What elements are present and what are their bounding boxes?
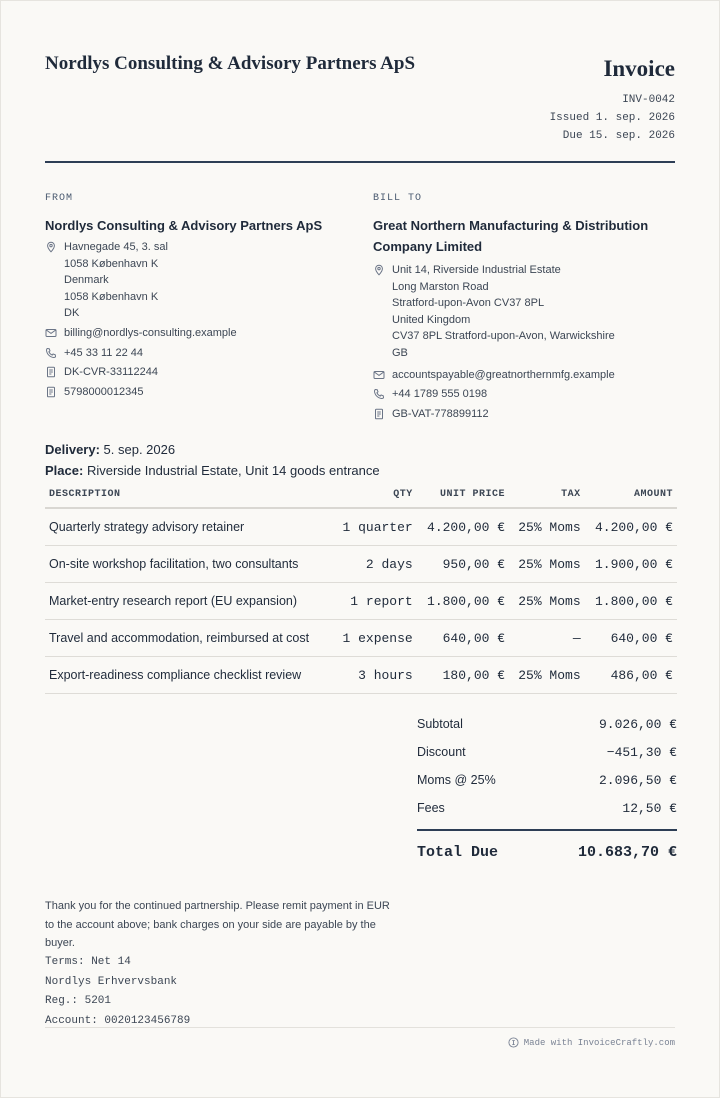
item-amount: 1.900,00 € bbox=[585, 546, 677, 583]
item-description: Market-entry research report (EU expansion) bbox=[45, 583, 333, 620]
address-line: Havnegade 45, 3. sal bbox=[64, 241, 168, 253]
footer-divider bbox=[45, 1027, 675, 1028]
delivery-info bbox=[45, 439, 380, 481]
from-reg-id: 5798000012345 bbox=[64, 385, 144, 398]
address-line: United Kingdom bbox=[392, 313, 471, 326]
invoice-meta bbox=[550, 55, 675, 145]
made-with-link[interactable] bbox=[508, 1037, 675, 1048]
payment-notes bbox=[45, 897, 395, 1031]
location-pin-icon bbox=[45, 241, 57, 253]
item-unit-price: 640,00 € bbox=[417, 620, 509, 657]
item-qty: 2 days bbox=[333, 546, 417, 583]
address-line: 1058 København K bbox=[64, 290, 159, 303]
bill-to-phone-row bbox=[373, 386, 673, 403]
total-due-value: 10.683,70 € bbox=[577, 843, 677, 861]
total-due-row bbox=[417, 831, 677, 873]
totals-section bbox=[417, 710, 677, 873]
bill-to-email-row bbox=[373, 367, 673, 384]
from-section bbox=[45, 193, 355, 400]
column-header-tax: TAX bbox=[509, 481, 585, 508]
phone-icon bbox=[45, 347, 57, 359]
item-description: On-site workshop facilitation, two consultants bbox=[45, 546, 333, 583]
table-row bbox=[45, 546, 677, 583]
address-line: 1058 København K bbox=[64, 257, 159, 270]
discount-value: −451,30 € bbox=[606, 744, 677, 760]
tax-row bbox=[417, 766, 677, 794]
item-amount: 640,00 € bbox=[585, 620, 677, 657]
delivery-row bbox=[45, 439, 380, 460]
payment-terms: Terms: Net 14 bbox=[45, 956, 131, 969]
place-label: Place: bbox=[45, 463, 84, 478]
item-qty: 1 expense bbox=[333, 620, 417, 657]
header-divider bbox=[45, 161, 675, 163]
from-address bbox=[45, 239, 355, 322]
item-unit-price: 950,00 € bbox=[417, 546, 509, 583]
made-with-text: Made with InvoiceCraftly.com bbox=[523, 1037, 675, 1048]
item-qty: 3 hours bbox=[333, 657, 417, 694]
discount-row bbox=[417, 738, 677, 766]
tax-label: Moms @ 25% bbox=[417, 773, 496, 787]
address-line: CV37 8PL Stratford-upon-Avon, Warwickshire bbox=[392, 330, 615, 343]
bank-reg-number: Reg.: 5201 bbox=[45, 995, 112, 1008]
bill-to-label: BILL TO bbox=[373, 193, 423, 204]
bill-to-phone[interactable]: +44 1789 555 0198 bbox=[392, 388, 488, 401]
mail-icon bbox=[373, 369, 385, 381]
item-tax: 25% Moms bbox=[509, 583, 585, 620]
bank-name: Nordlys Erhvervsbank bbox=[45, 975, 178, 988]
item-tax: 25% Moms bbox=[509, 508, 585, 546]
table-row bbox=[45, 620, 677, 657]
fees-value: 12,50 € bbox=[622, 800, 677, 816]
bill-to-name: Great Northern Manufacturing & Distribution Company Limited bbox=[373, 218, 649, 254]
address-line: Stratford-upon-Avon CV37 8PL bbox=[392, 297, 545, 310]
from-email-row bbox=[45, 325, 355, 342]
from-tax-id: DK-CVR-33112244 bbox=[64, 366, 158, 379]
item-unit-price: 1.800,00 € bbox=[417, 583, 509, 620]
fees-label: Fees bbox=[417, 801, 445, 815]
column-header-unit-price: UNIT PRICE bbox=[417, 481, 509, 508]
from-name: Nordlys Consulting & Advisory Partners ApS bbox=[45, 218, 323, 233]
from-reg-row bbox=[45, 384, 355, 401]
place-value: Riverside Industrial Estate, Unit 14 goods entrance bbox=[86, 463, 380, 478]
from-email[interactable]: billing@nordlys-consulting.example bbox=[64, 326, 237, 339]
item-description: Export-readiness compliance checklist review bbox=[45, 657, 333, 694]
item-tax: 25% Moms bbox=[509, 657, 585, 694]
invoice-title: Invoice bbox=[603, 56, 675, 81]
subtotal-label: Subtotal bbox=[417, 717, 463, 731]
from-phone-row bbox=[45, 345, 355, 362]
item-unit-price: 180,00 € bbox=[417, 657, 509, 694]
invoice-number: INV-0042 bbox=[622, 94, 675, 106]
from-label: FROM bbox=[45, 193, 74, 204]
item-tax: — bbox=[509, 620, 585, 657]
item-qty: 1 report bbox=[333, 583, 417, 620]
subtotal-row bbox=[417, 710, 677, 738]
subtotal-value: 9.026,00 € bbox=[598, 716, 677, 732]
item-qty: 1 quarter bbox=[333, 508, 417, 546]
item-tax: 25% Moms bbox=[509, 546, 585, 583]
thank-you-message: Thank you for the continued partnership. Please remit payment in EUR to the account above; bank charges on your side are payable by the buyer. bbox=[45, 900, 390, 950]
column-header-amount: AMOUNT bbox=[585, 481, 677, 508]
item-unit-price: 4.200,00 € bbox=[417, 508, 509, 546]
company-name-heading: Nordlys Consulting & Advisory Partners ApS bbox=[45, 53, 416, 74]
bill-to-tax-id: GB-VAT-778899112 bbox=[392, 407, 489, 420]
invoice-content bbox=[45, 1, 675, 1097]
document-icon bbox=[373, 408, 385, 420]
item-amount: 1.800,00 € bbox=[585, 583, 677, 620]
column-header-description: DESCRIPTION bbox=[45, 481, 333, 508]
address-line: Unit 14, Riverside Industrial Estate bbox=[392, 264, 561, 276]
tax-value: 2.096,50 € bbox=[598, 772, 677, 788]
table-row bbox=[45, 657, 677, 694]
issue-date: Issued 1. sep. 2026 bbox=[549, 112, 675, 124]
item-description: Quarterly strategy advisory retainer bbox=[45, 508, 333, 546]
bill-to-address bbox=[373, 262, 673, 362]
document-icon bbox=[45, 366, 57, 378]
address-line: DK bbox=[64, 307, 80, 320]
phone-icon bbox=[373, 388, 385, 400]
table-row bbox=[45, 583, 677, 620]
bill-to-email[interactable]: accountspayable@greatnorthernmfg.example bbox=[392, 368, 615, 381]
table-header-row bbox=[45, 481, 677, 508]
total-due-label: Total Due bbox=[417, 843, 499, 861]
location-pin-icon bbox=[373, 264, 385, 276]
bill-to-section bbox=[373, 193, 673, 422]
document-icon bbox=[45, 386, 57, 398]
delivery-label: Delivery: bbox=[45, 442, 100, 457]
address-line: Long Marston Road bbox=[392, 280, 489, 293]
line-items-table bbox=[45, 481, 677, 694]
discount-label: Discount bbox=[417, 745, 466, 759]
bank-account-number: Account: 0020123456789 bbox=[45, 1014, 191, 1027]
address-line: Denmark bbox=[64, 274, 109, 287]
due-date: Due 15. sep. 2026 bbox=[562, 130, 675, 142]
table-row bbox=[45, 508, 677, 546]
delivery-date: 5. sep. 2026 bbox=[103, 442, 176, 457]
item-amount: 4.200,00 € bbox=[585, 508, 677, 546]
address-line: GB bbox=[392, 346, 408, 359]
item-amount: 486,00 € bbox=[585, 657, 677, 694]
from-phone[interactable]: +45 33 11 22 44 bbox=[64, 346, 144, 359]
from-tax-row bbox=[45, 364, 355, 381]
column-header-qty: QTY bbox=[333, 481, 417, 508]
item-description: Travel and accommodation, reimbursed at cost bbox=[45, 620, 333, 657]
bill-to-tax-row bbox=[373, 406, 673, 423]
fees-row bbox=[417, 794, 677, 822]
place-row bbox=[45, 460, 380, 481]
info-circle-icon bbox=[508, 1037, 519, 1048]
mail-icon bbox=[45, 327, 57, 339]
